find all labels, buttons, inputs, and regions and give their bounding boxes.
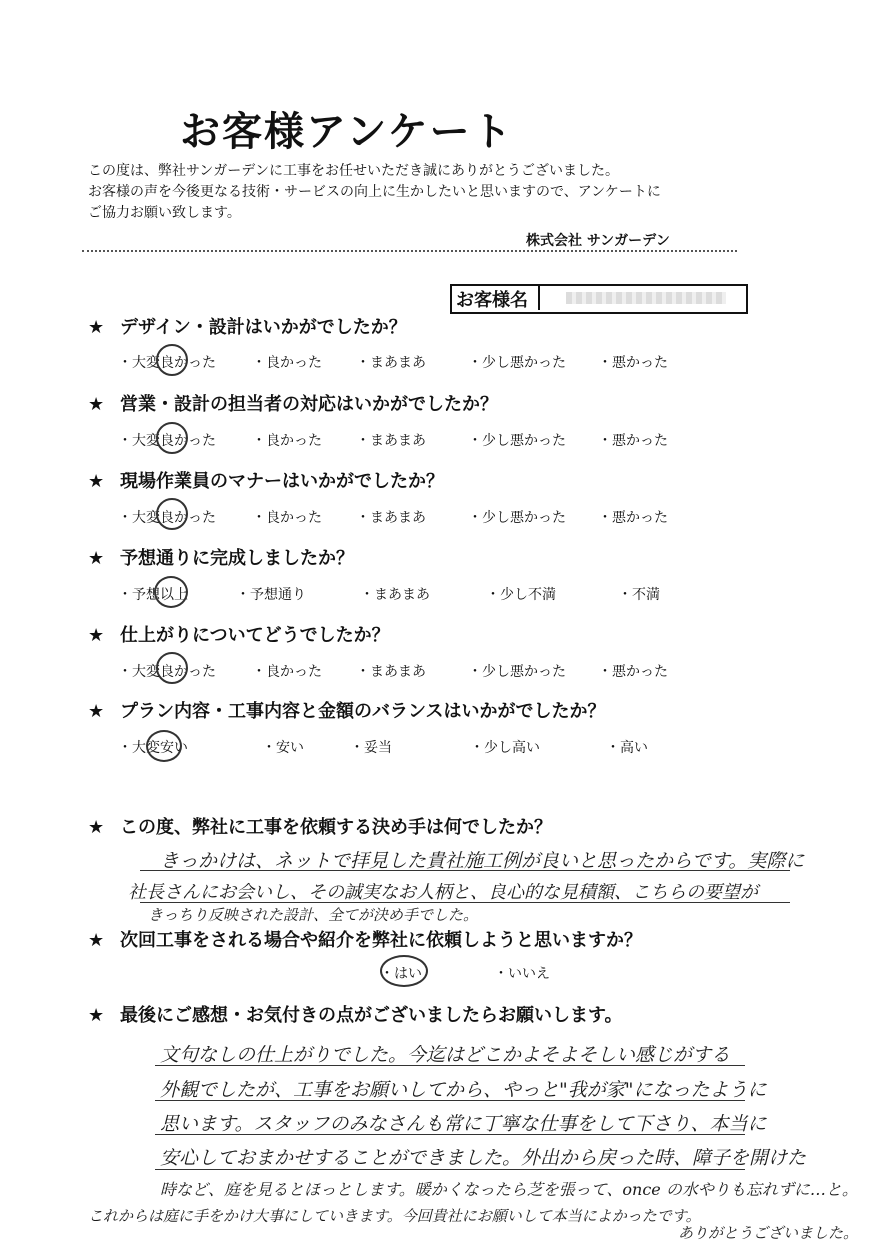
selected-answer-mark xyxy=(380,955,428,987)
selected-answer-mark xyxy=(154,576,188,608)
dotted-divider xyxy=(82,250,737,252)
star-icon: ★ xyxy=(88,817,105,838)
option-very-good[interactable]: ・大変良かった xyxy=(118,664,216,680)
option-average[interactable]: ・まあまあ xyxy=(356,433,426,449)
question-design xyxy=(88,313,407,339)
option-average[interactable]: ・まあまあ xyxy=(360,587,430,603)
handwritten-answer-line: 社長さんにお会いし、その誠実なお人柄と、良心的な見積額、こちらの要望が xyxy=(128,882,758,903)
option-better-than-expected[interactable]: ・予想以上 xyxy=(118,587,188,603)
star-icon: ★ xyxy=(88,625,105,646)
option-very-good[interactable]: ・大変良かった xyxy=(118,433,216,449)
option-bad[interactable]: ・悪かった xyxy=(598,433,668,449)
option-bad[interactable]: ・悪かった xyxy=(598,664,668,680)
option-somewhat-bad[interactable]: ・少し悪かった xyxy=(468,510,566,526)
option-somewhat-bad[interactable]: ・少し悪かった xyxy=(468,664,566,680)
option-good[interactable]: ・良かった xyxy=(252,664,322,680)
question-deciding-factor xyxy=(88,813,552,839)
intro-line-1: この度は、弊社サンガーデンに工事をお任せいただき誠にありがとうございました。 xyxy=(88,163,620,179)
question-text: 予想通りに完成しましたか？ xyxy=(120,548,354,569)
selected-answer-mark xyxy=(146,730,182,762)
option-very-cheap[interactable]: ・大変安い xyxy=(118,740,188,756)
option-good[interactable]: ・良かった xyxy=(252,433,322,449)
option-expensive[interactable]: ・高い xyxy=(606,740,648,756)
option-somewhat-expensive[interactable]: ・少し高い xyxy=(470,740,540,756)
intro-line-2: お客様の声を今後更なる技術・サービスの向上に生かしたいと思いますので、アンケートに xyxy=(88,184,661,200)
option-cheap[interactable]: ・安い xyxy=(262,740,304,756)
option-somewhat-unsatisfied[interactable]: ・少し不満 xyxy=(486,587,556,603)
option-very-good[interactable]: ・大変良かった xyxy=(118,355,216,371)
selected-answer-mark xyxy=(156,498,188,530)
option-bad[interactable]: ・悪かった xyxy=(598,510,668,526)
selected-answer-mark xyxy=(156,652,188,684)
option-very-good[interactable]: ・大変良かった xyxy=(118,510,216,526)
question-price-balance xyxy=(88,697,605,723)
company-name: 株式会社 サンガーデン xyxy=(526,233,670,249)
handwritten-answer-line: 文句なしの仕上がりでした。今迄はどこかよそよそしい感じがする xyxy=(160,1044,731,1066)
customer-name-label: お客様名 xyxy=(456,290,528,311)
selected-answer-mark xyxy=(156,344,188,376)
handwritten-answer-line: ありがとうございました。 xyxy=(678,1224,859,1242)
customer-name-divider xyxy=(538,286,540,310)
question-staff-response xyxy=(88,390,498,416)
star-icon: ★ xyxy=(88,548,105,569)
handwritten-answer-line: 時など、庭を見るとほっとします。暖かくなったら芝を張って、once の水やりも忘れずに…と。 xyxy=(160,1180,858,1199)
star-icon: ★ xyxy=(88,471,105,492)
question-text: 営業・設計の担当者の対応はいかがでしたか？ xyxy=(120,394,498,415)
option-average[interactable]: ・まあまあ xyxy=(356,664,426,680)
option-good[interactable]: ・良かった xyxy=(252,510,322,526)
handwritten-answer-line: 思います。スタッフのみなさんも常に丁寧な仕事をして下さり、本当に xyxy=(160,1113,767,1135)
handwritten-answer-line: 安心しておまかせすることができました。外出から戻った時、障子を開けた xyxy=(160,1147,807,1169)
option-unsatisfied[interactable]: ・不満 xyxy=(618,587,660,603)
question-text: プラン内容・工事内容と金額のバランスはいかがでしたか？ xyxy=(120,701,606,722)
question-text: 最後にご感想・お気付きの点がございましたらお願いします。 xyxy=(120,1005,623,1026)
option-fair[interactable]: ・妥当 xyxy=(350,740,392,756)
selected-answer-mark xyxy=(156,422,188,454)
question-text: デザイン・設計はいかがでしたか？ xyxy=(120,317,407,338)
handwritten-answer-line: 外観でしたが、工事をお願いしてから、やっと"我が家"になったように xyxy=(160,1079,767,1101)
intro-line-3: ご協力お願い致します。 xyxy=(88,205,241,221)
question-finish xyxy=(88,621,390,647)
handwritten-answer-line: きっちり反映された設計、全てが決め手でした。 xyxy=(148,906,479,924)
question-worker-manners xyxy=(88,467,444,493)
option-average[interactable]: ・まあまあ xyxy=(356,355,426,371)
star-icon: ★ xyxy=(88,701,105,722)
option-as-expected[interactable]: ・予想通り xyxy=(236,587,306,603)
option-somewhat-bad[interactable]: ・少し悪かった xyxy=(468,355,566,371)
star-icon: ★ xyxy=(88,930,105,951)
option-good[interactable]: ・良かった xyxy=(252,355,322,371)
handwritten-answer-line: きっかけは、ネットで拝見した貴社施工例が良いと思ったからです。実際に xyxy=(160,850,805,872)
question-recommend xyxy=(88,926,642,952)
question-text: この度、弊社に工事を依頼する決め手は何でしたか？ xyxy=(120,817,552,838)
star-icon: ★ xyxy=(88,394,105,415)
star-icon: ★ xyxy=(88,1005,105,1026)
question-as-expected xyxy=(88,544,354,570)
page-title: お客様アンケート xyxy=(180,109,514,155)
star-icon: ★ xyxy=(88,317,105,338)
handwritten-answer-line: これからは庭に手をかけ大事にしていきます。今回貴社にお願いして本当によかったです。 xyxy=(88,1207,701,1225)
option-average[interactable]: ・まあまあ xyxy=(356,510,426,526)
option-yes[interactable]: ・はい xyxy=(380,966,422,982)
option-somewhat-bad[interactable]: ・少し悪かった xyxy=(468,433,566,449)
option-bad[interactable]: ・悪かった xyxy=(598,355,668,371)
option-no[interactable]: ・いいえ xyxy=(494,966,550,982)
question-text: 仕上がりについてどうでしたか？ xyxy=(120,625,390,646)
question-text: 次回工事をされる場合や紹介を弊社に依頼しようと思いますか？ xyxy=(120,930,642,951)
customer-name-redacted xyxy=(566,292,726,304)
question-comments xyxy=(88,1001,623,1027)
question-text: 現場作業員のマナーはいかがでしたか？ xyxy=(120,471,444,492)
